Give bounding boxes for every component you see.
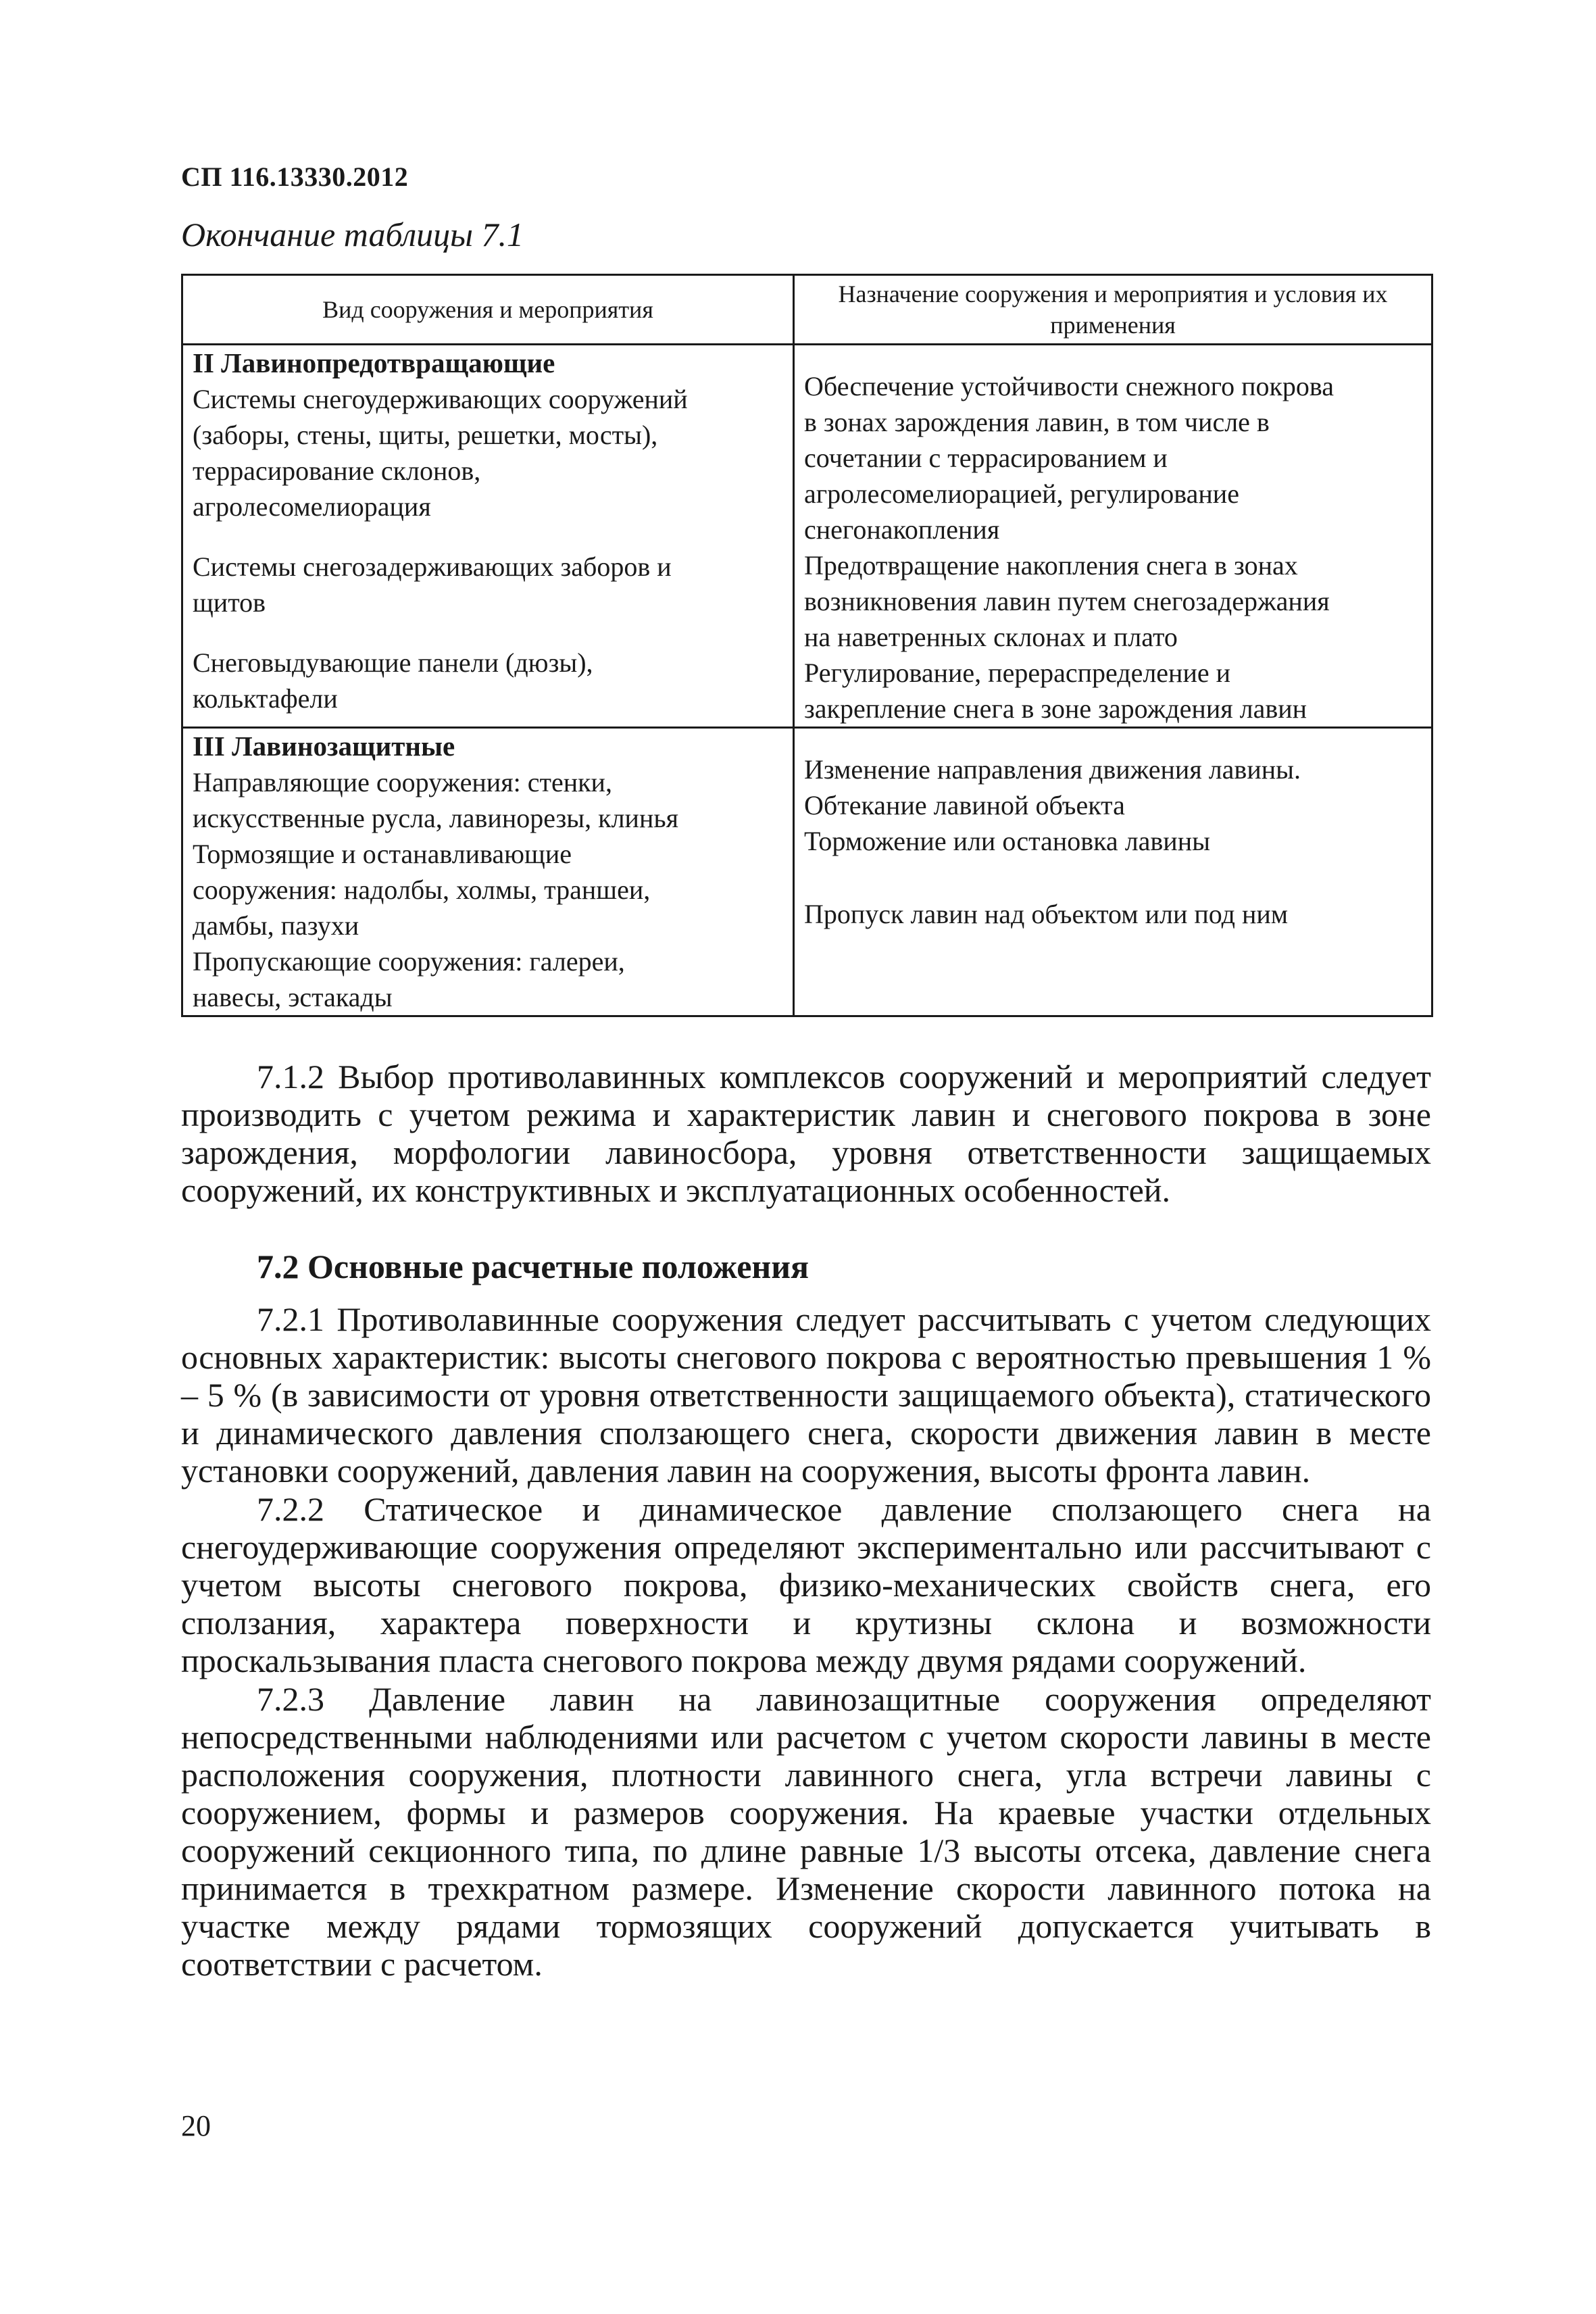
group-preventive-right (794, 345, 1432, 728)
cell-line: Направляющие сооружения: стенки, (193, 767, 612, 797)
cell-line: щитов (193, 587, 266, 618)
cell-line: Пропускающие сооружения: галереи, (193, 946, 625, 977)
table-caption: Окончание таблицы 7.1 (181, 216, 524, 253)
cell-line: Предотвращение накопления снега в зонах (804, 550, 1298, 581)
column-header-type: Вид сооружения и мероприятия (182, 275, 794, 345)
cell-line: Обтекание лавиной объекта (804, 790, 1125, 820)
cell-line: Пропуск лавин над объектом или под ним (804, 899, 1289, 929)
cell-line: агролесомелиорацией, регулирование (804, 478, 1239, 509)
table-group-protective (182, 728, 1432, 1016)
cell-line: (заборы, стены, щиты, решетки, мосты), (193, 420, 658, 450)
cell-line: террасирование склонов, (193, 456, 481, 486)
group-title: II Лавинопредотвращающие (193, 347, 555, 378)
cell-line: Тормозящие и останавливающие (193, 839, 572, 869)
table-group-preventive (182, 345, 1432, 728)
paragraph-7-2-1: 7.2.1 Противолавинные сооружения следует рассчитывать с учетом следующих основных характеристик: высоты снегового покрова с вероятностью превышения 1 % – 5 % (в зависимости от уровня ответственности защищаемого объекта), статического и динамического давления сползающего снега, скорости движения лавин в месте установки сооружений, давления лавин на сооружения, высоты фронта лавин. (181, 1300, 1431, 1490)
document-code: СП 116.13330.2012 (181, 162, 409, 192)
section-heading-7-2: 7.2 Основные расчетные положения (257, 1248, 809, 1285)
cell-line: на наветренных склонах и плато (804, 622, 1178, 652)
table-header-row (182, 275, 1432, 345)
cell-line: искусственные русла, лавинорезы, клинья (193, 803, 678, 833)
cell-line: навесы, эстакады (193, 982, 393, 1012)
cell-line: снегонакопления (804, 514, 1000, 545)
paragraph-7-1-2: 7.1.2 Выбор противолавинных комплексов сооружений и мероприятий следует производить с учетом режима и характеристик лавин и снегового покрова в зоне зарождения, морфологии лавиносбора, уровня ответственности защищаемых сооружений, их конструктивных и эксплуатационных особенностей. (181, 1058, 1431, 1209)
cell-line: сооружения: надолбы, холмы, траншеи, (193, 875, 651, 905)
cell-line: сочетании с террасированием и (804, 443, 1168, 473)
cell-line: Системы снегоудерживающих сооружений (193, 384, 688, 414)
cell-line: закрепление снега в зоне зарождения лавин (804, 693, 1307, 724)
column-header-purpose: Назначение сооружения и мероприятия и условия их применения (794, 275, 1432, 345)
cell-line: Снеговыдувающие панели (дюзы), (193, 647, 593, 678)
cell-line: в зонах зарождения лавин, в том числе в (804, 407, 1270, 437)
group-preventive-left (182, 345, 794, 728)
page-number: 20 (181, 2109, 211, 2142)
paragraph-7-2-3: 7.2.3 Давление лавин на лавинозащитные сооружения определяют непосредственными наблюдениями или расчетом с учетом скорости лавины в месте расположения сооружения, плотности лавинного снега, угла встречи лавины с сооружением, формы и размеров сооружения. На краевые участки отдельных сооружений секционного типа, по длине равные 1/3 высоты отсека, давление снега принимается в трехкратном размере. Изменение скорости лавинного потока на участке между рядами тормозящих сооружений допускается учитывать в соответствии с расчетом. (181, 1680, 1431, 1983)
cell-line: дамбы, пазухи (193, 910, 359, 941)
paragraph-7-2-2: 7.2.2 Статическое и динамическое давление сползающего снега на снегоудерживающие сооружения определяют экспериментально или рассчитывают с учетом высоты снегового покрова, физико-механических свойств снега, его сползания, характера поверхности и крутизны склона и возможности проскальзывания пласта снегового покрова между двумя рядами сооружений. (181, 1490, 1431, 1679)
cell-line: Регулирование, перераспределение и (804, 658, 1231, 688)
cell-line: Обеспечение устойчивости снежного покрова (804, 371, 1335, 401)
group-protective-right (794, 728, 1432, 1016)
cell-line: кольктафели (193, 683, 338, 714)
cell-line: возникновения лавин путем снегозадержания (804, 586, 1330, 616)
cell-line: Торможение или остановка лавины (804, 826, 1210, 856)
structures-table (181, 274, 1433, 1017)
cell-line: Системы снегозадерживающих заборов и (193, 551, 672, 582)
cell-line: Изменение направления движения лавины. (804, 754, 1301, 785)
group-title: III Лавинозащитные (193, 731, 455, 762)
group-protective-left (182, 728, 794, 1016)
cell-line: агролесомелиорация (193, 491, 431, 522)
